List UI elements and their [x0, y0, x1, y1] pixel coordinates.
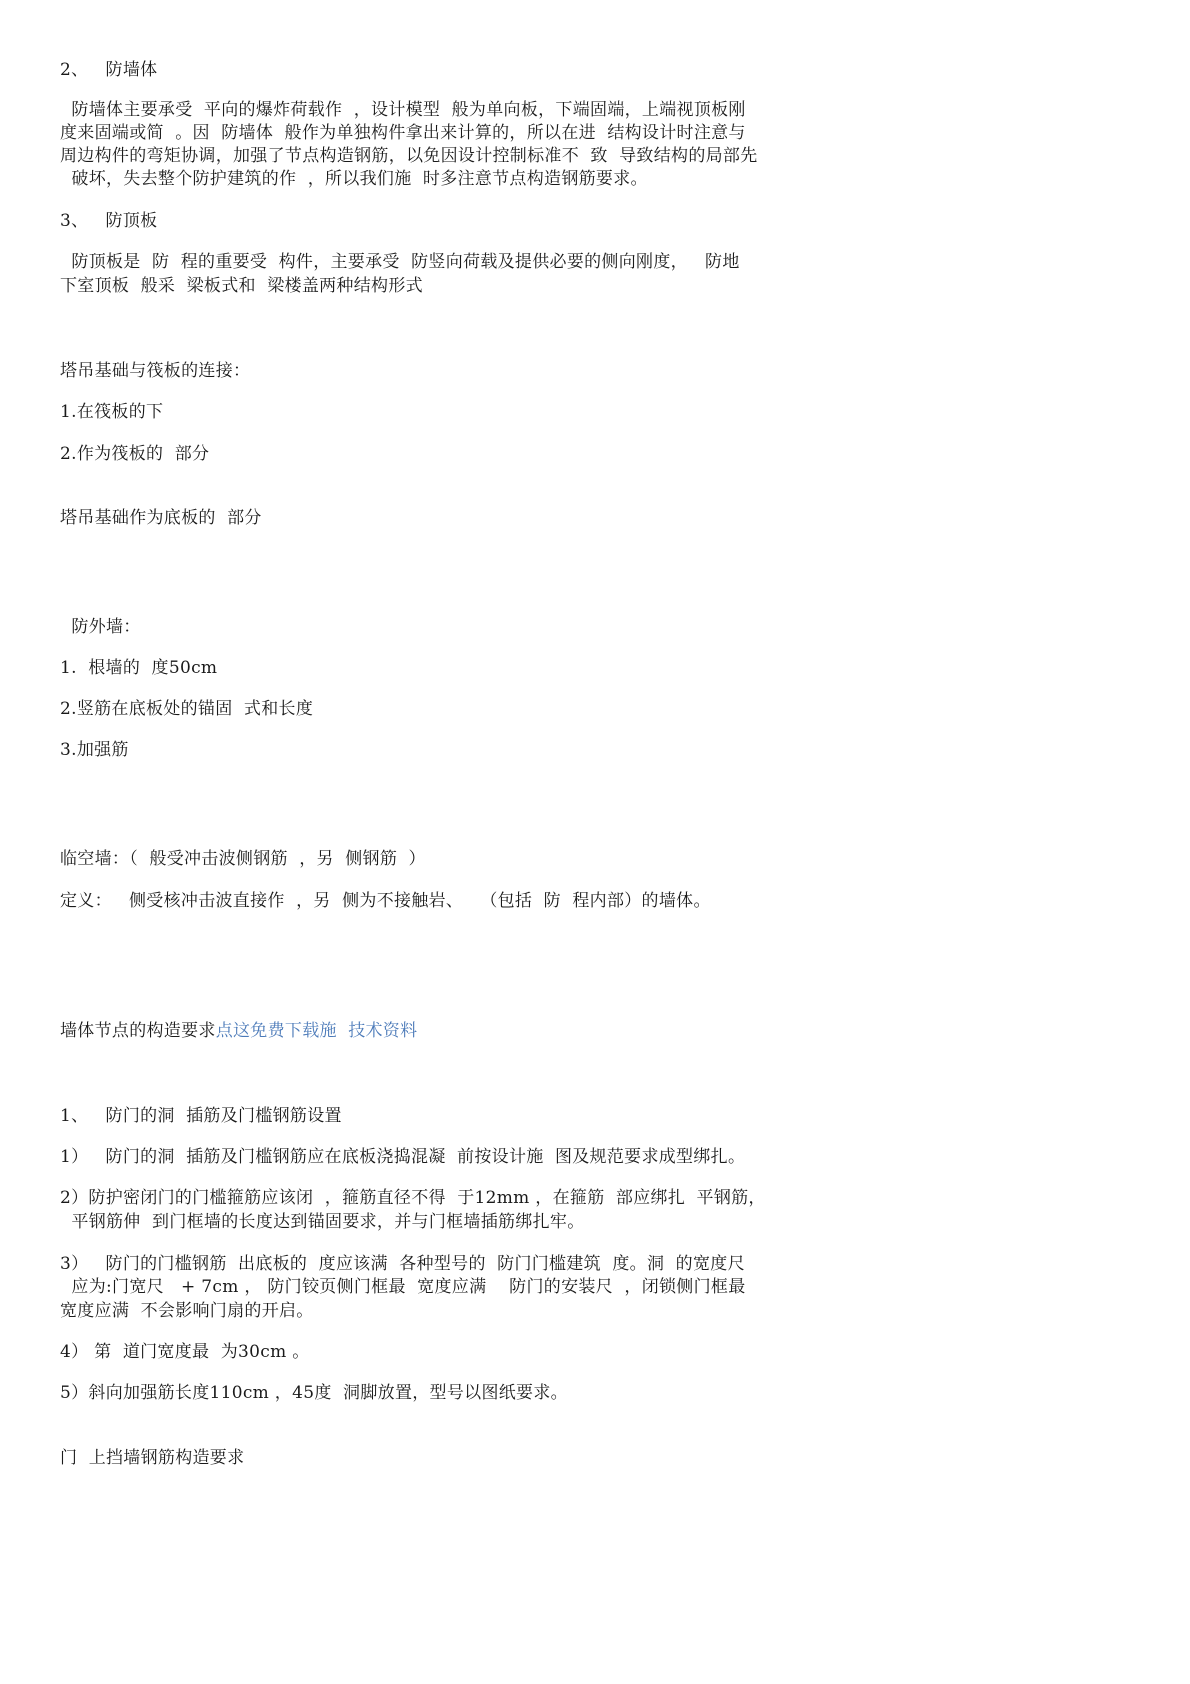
section-heading-tower-crane: 塔吊基础与筏板的连接：	[60, 361, 251, 381]
note-line: 塔吊基础作为底板的 部分	[60, 508, 262, 528]
paragraph-line: 度来固端或简 。因 防墙体 般作为单独构件拿出来计算的，所以在进 结构设计时注意与	[60, 123, 746, 143]
wall-nodes-title: 墙体节点的构造要求	[60, 1021, 216, 1041]
list-item: 3.加强筋	[60, 740, 129, 760]
section-heading-door-wall: 门 上挡墙钢筋构造要求	[60, 1448, 245, 1468]
list-item: 1） 防门的洞 插筋及门槛钢筋应在底板浇捣混凝 前按设计施 图及规范要求成型绑扎。	[60, 1147, 746, 1167]
list-item: 2.作为筏板的 部分	[60, 444, 210, 464]
section-heading-roof-slab: 3、 防顶板	[60, 211, 158, 231]
section-heading-blast-wall: 2、 防墙体	[60, 60, 158, 80]
paragraph-line: 防顶板是 防 程的重要受 构件，主要承受 防竖向荷载及提供必要的侧向刚度， 防地	[60, 252, 740, 272]
section-heading-void-wall: 临空墙：（ 般受冲击波侧钢筋 ，另 侧钢筋 ）	[60, 849, 426, 869]
paragraph-line: 防墙体主要承受 平向的爆炸荷载作 ，设计模型 般为单向板，下端固端，上端视顶板刚	[60, 100, 746, 120]
paragraph-line: 周边构件的弯矩协调，加强了节点构造钢筋，以免因设计控制标准不 致 导致结构的局部先	[60, 146, 758, 166]
free-download-link[interactable]: 点这免费下载施 技术资料	[215, 1021, 418, 1041]
list-item: 1.在筏板的下	[60, 402, 164, 422]
list-item: 2）防护密闭门的门槛箍筋应该闭 ，箍筋直径不得 于12mm ，在箍筋 部应绑扎 平钢筋，	[60, 1188, 766, 1208]
list-item: 1. 根墙的 度50cm	[60, 658, 218, 678]
list-item: 3） 防门的门槛钢筋 出底板的 度应该满 各种型号的 防门门槛建筑 度。洞 的宽度尺	[60, 1254, 745, 1274]
section-heading-outer-wall: 防外墙：	[60, 617, 141, 637]
list-item: 4） 第 道门宽度最 为30cm 。	[60, 1342, 310, 1362]
paragraph-line: 破坏，失去整个防护建筑的作 ，所以我们施 时多注意节点构造钢筋要求。	[60, 169, 648, 189]
section-heading-wall-nodes	[60, 1018, 417, 1044]
list-item-continuation: 宽度应满 不会影响门扇的开启。	[60, 1301, 314, 1321]
list-item-continuation: 平钢筋伸 到门框墙的长度达到锚固要求，并与门框墙插筋绑扎牢。	[60, 1212, 585, 1232]
paragraph-line: 下室顶板 般采 梁板式和 梁楼盖两种结构形式	[60, 276, 423, 296]
definition-line: 定义： 侧受核冲击波直接作 ，另 侧为不接触岩、 （包括 防 程内部）的墙体。	[60, 891, 711, 911]
list-item: 5）斜向加强筋长度110cm ，45度 洞脚放置，型号以图纸要求。	[60, 1383, 568, 1403]
list-item-continuation: 应为:门宽尺 + 7cm ， 防门铰页侧门框最 宽度应满 防门的安装尺 ，闭锁侧门框最	[60, 1277, 746, 1297]
section-heading-door-rebar: 1、 防门的洞 插筋及门槛钢筋设置	[60, 1106, 342, 1126]
list-item: 2.竖筋在底板处的锚固 式和长度	[60, 699, 314, 719]
